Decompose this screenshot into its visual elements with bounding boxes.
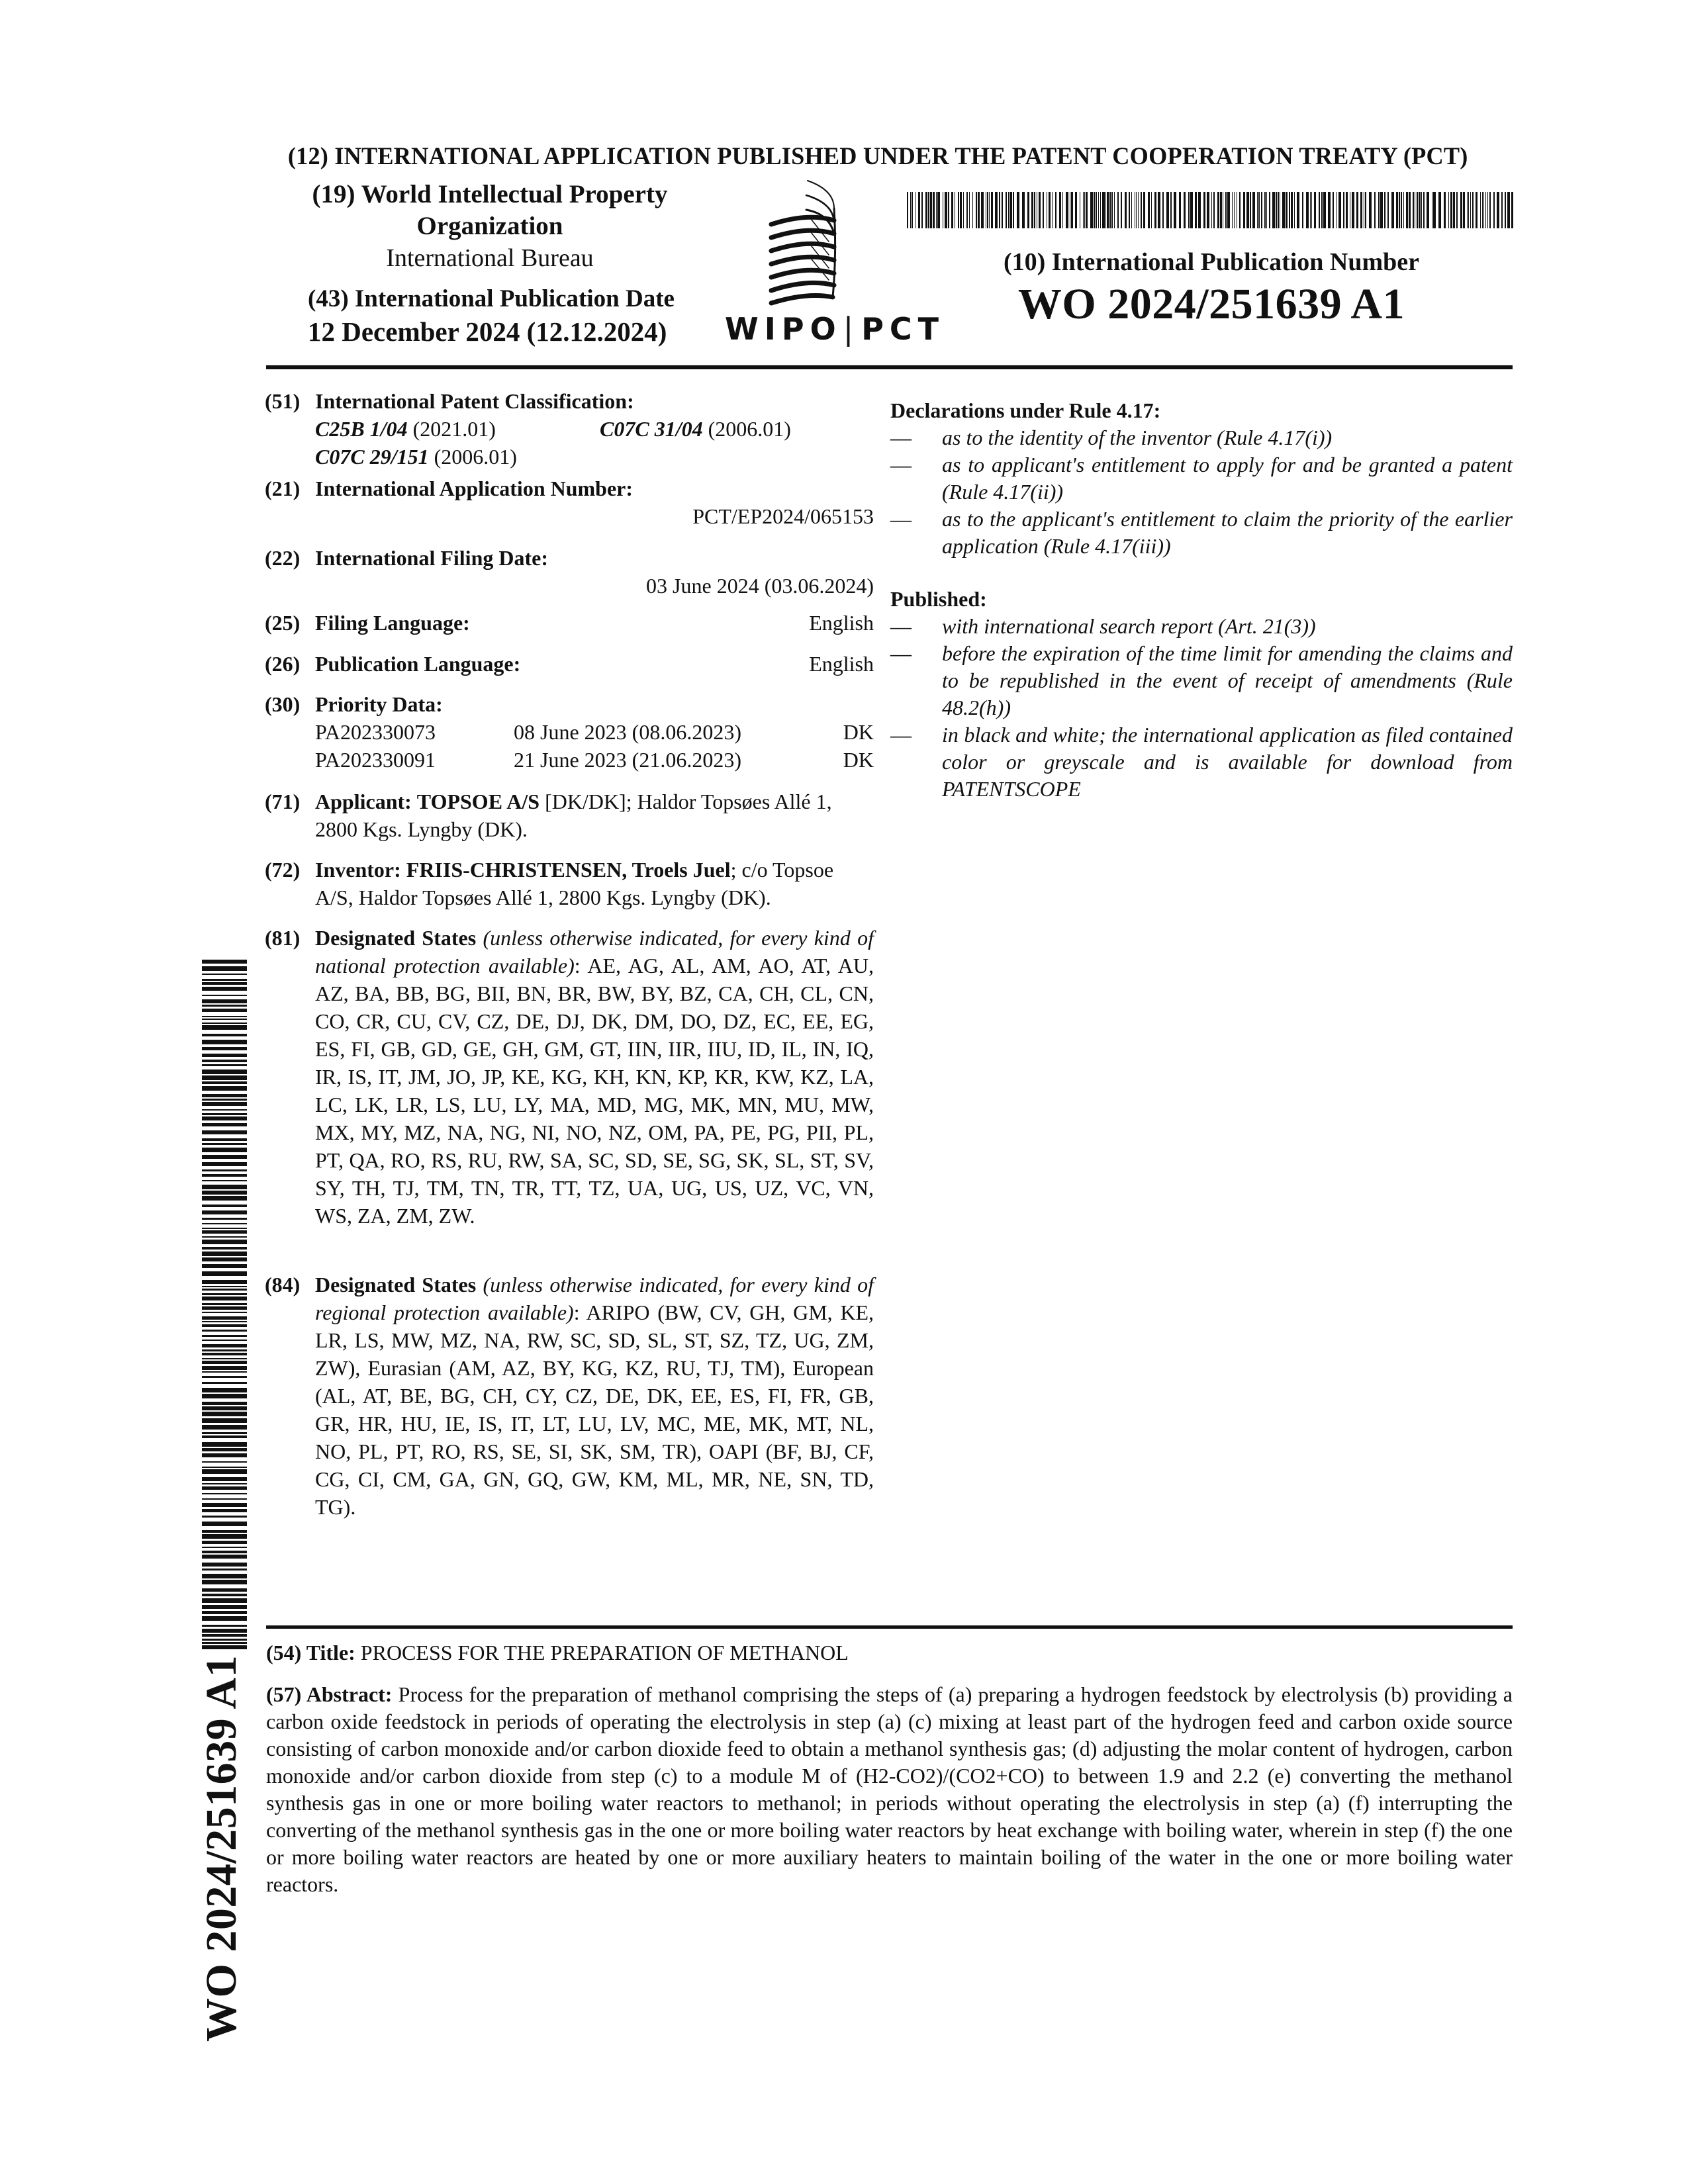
declarations-section	[890, 397, 1513, 560]
header-divider	[266, 365, 1513, 369]
ipc-code: C07C 31/04	[600, 417, 703, 441]
field-84-designated-states-regional	[265, 1271, 874, 1521]
field-30-priority-data	[265, 690, 874, 774]
field-51-classification	[265, 387, 874, 471]
abstract-divider	[266, 1625, 1513, 1629]
field-22-filing-date	[265, 544, 874, 600]
wordmark-wipo: WIPO	[725, 311, 842, 347]
office-block	[305, 179, 675, 274]
dash-bullet: —	[890, 507, 912, 531]
published-item: — before the expiration of the time limit for amending the claims and to be republished in the event of receipt of amendments (Rule 48.2(h))	[890, 641, 1513, 719]
vertical-publication-number: WO 2024/251639 A1	[197, 1655, 246, 2042]
published-heading: Published:	[890, 587, 987, 611]
filing-date: 03 June 2024 (03.06.2024)	[646, 574, 874, 598]
application-number: PCT/EP2024/065153	[692, 504, 874, 528]
publication-language: English	[809, 652, 874, 676]
published-item: — in black and white; the international application as filed contained color or greyscale and is available for download from PATENTSCOPE	[890, 723, 1513, 801]
field-label: Designated States	[315, 926, 477, 950]
field-label: International Patent Classification:	[315, 389, 634, 413]
priority-row	[315, 746, 874, 774]
title-label: (54) Title:	[266, 1641, 355, 1664]
field-number: (51)	[265, 389, 301, 413]
field-21-application-number	[265, 475, 874, 530]
office-name-line2: Organization	[416, 212, 563, 240]
declaration-item: — as to the identity of the inventor (Rule 4.17(i))	[890, 424, 1513, 451]
field-qualifier: (unless otherwise indicated, for every kind of regional protection available)	[315, 1273, 874, 1324]
publication-number-block	[907, 246, 1516, 331]
field-label: International Filing Date:	[315, 546, 548, 570]
ipc-version: (2021.01)	[412, 417, 496, 441]
abstract-label: (57) Abstract:	[266, 1682, 393, 1706]
priority-country: DK	[843, 748, 874, 772]
publication-number-label: (10) International Publication Number	[1003, 248, 1420, 276]
field-number: (21)	[265, 477, 301, 500]
field-qualifier: (unless otherwise indicated, for every kind of national protection available)	[315, 926, 874, 978]
field-number: (26)	[265, 652, 301, 676]
abstract	[266, 1681, 1513, 1898]
field-number: (22)	[265, 546, 301, 570]
dash-bullet: —	[890, 723, 912, 747]
priority-row	[315, 718, 874, 746]
field-label: Applicant:	[315, 790, 412, 813]
field-label: Designated States	[315, 1273, 477, 1297]
published-section	[890, 586, 1513, 803]
priority-country: DK	[843, 720, 874, 744]
field-71-applicant	[265, 788, 874, 843]
field-26-publication-language	[265, 650, 874, 678]
publication-date-label: (43) International Publication Date	[308, 285, 675, 312]
applicant-name: TOPSOE A/S	[416, 790, 540, 813]
declaration-item: — as to the applicant's entitlement to claim the priority of the earlier application (Rule 4.17(iii))	[890, 507, 1513, 558]
wordmark-pct: PCT	[861, 311, 945, 347]
dash-bullet: —	[890, 614, 912, 638]
published-item: — with international search report (Art. 21(3))	[890, 613, 1513, 640]
field-number: (71)	[265, 790, 301, 813]
field-label: Priority Data:	[315, 692, 443, 716]
inventor-name: FRIIS-CHRISTENSEN, Troels Juel	[406, 858, 731, 882]
declaration-item: — as to applicant's entitlement to apply for and be granted a patent (Rule 4.17(ii))	[890, 453, 1513, 504]
dash-bullet: —	[890, 453, 912, 477]
office-bureau: International Bureau	[386, 244, 594, 272]
field-25-filing-language	[265, 609, 874, 637]
ipc-version: (2006.01)	[434, 445, 517, 469]
publication-date-block	[308, 283, 705, 348]
publication-number-value: WO 2024/251639 A1	[1017, 280, 1405, 328]
office-name-line1: (19) World Intellectual Property	[312, 180, 668, 208]
priority-date: 21 June 2023 (21.06.2023)	[514, 748, 741, 772]
field-number: (81)	[265, 926, 301, 950]
priority-date: 08 June 2023 (08.06.2023)	[514, 720, 741, 744]
field-label: Inventor:	[315, 858, 401, 882]
priority-number: PA202330073	[315, 720, 436, 744]
dash-bullet: —	[890, 426, 912, 449]
publication-date-value: 12 December 2024 (12.12.2024)	[308, 316, 667, 347]
field-number: (72)	[265, 858, 301, 882]
ipc-code: C25B 1/04	[315, 417, 408, 441]
field-label: Publication Language:	[315, 652, 521, 676]
field-72-inventor	[265, 856, 874, 911]
vertical-barcode-icon	[202, 960, 247, 1651]
wipo-globe-logo-icon	[768, 175, 841, 308]
invention-title	[266, 1639, 849, 1666]
field-number: (25)	[265, 611, 301, 635]
priority-number: PA202330091	[315, 748, 436, 772]
inventor-address: ; c/o Topsoe A/S, Haldor Topsøes Allé 1, 2800 Kgs. Lyngby (DK).	[315, 858, 834, 909]
field-81-designated-states-national	[265, 924, 874, 1230]
declarations-heading: Declarations under Rule 4.17:	[890, 398, 1161, 422]
dash-bullet: —	[890, 641, 912, 665]
abstract-text: Process for the preparation of methanol comprising the steps of (a) preparing a hydrogen feedstock by electrolysis (b) providing a carbon oxide feedstock in periods of operating the electrolysis in step (a) (c) mixing at least part of the hydrogen feed and carbon oxide source consisting of carbon monoxide and/or carbon dioxide feed to obtain a methanol synthesis gas; (d) adjusting the molar content of hydrogen, carbon monoxide and/or carbon dioxide from step (c) to a module M of (H2-CO2)/(CO2+CO) to between 1.9 and 2.2 (e) converting the methanol synthesis gas in one or more boiling water reactors to methanol; in periods without operating the electrolysis in step (a) (f) interrupting the converting of the methanol synthesis gas in the one or more boiling water reactors by heat exchange with boiling water, wherein in step (f) the one or more boiling water reactors are heated by one or more auxiliary heaters to maintain boiling of the water in the one or more boiling water reactors.	[266, 1682, 1513, 1896]
ipc-code: C07C 29/151	[315, 445, 429, 469]
document-kind-heading: (12) INTERNATIONAL APPLICATION PUBLISHED UNDER THE PATENT COOPERATION TREATY (PCT)	[287, 143, 1468, 170]
field-label: International Application Number:	[315, 477, 633, 500]
field-number: (30)	[265, 692, 301, 716]
filing-language: English	[809, 611, 874, 635]
barcode-icon	[907, 192, 1516, 228]
field-label: Filing Language:	[315, 611, 470, 635]
wordmark-separator: |	[843, 311, 854, 347]
title-value: PROCESS FOR THE PREPARATION OF METHANOL	[355, 1641, 849, 1664]
national-states-list: : AE, AG, AL, AM, AO, AT, AU, AZ, BA, BB, BG, BII, BN, BR, BW, BY, BZ, CA, CH, CL, CN, CO, CR, CU, CV, CZ, DE, DJ, DK, DM, DO, DZ, EC, EE, EG, ES, FI, GB, GD, GE, GH, GM, GT, IIN, IIR, IIU, ID, IL, IN, IQ, IR, IS, IT, JM, JO, JP, KE, KG, KH, KN, KP, KR, KW, KZ, LA, LC, LK, LR, LS, LU, LY, MA, MD, MG, MK, MN, MU, MW, MX, MY, MZ, NA, NG, NI, NO, NZ, OM, PA, PE, PG, PII, PL, PT, QA, RO, RS, RU, RW, SA, SC, SD, SE, SG, SK, SL, ST, SV, SY, TH, TJ, TM, TN, TR, TT, TZ, UA, UG, US, UZ, VC, VN, WS, ZA, ZM, ZW.	[315, 954, 874, 1228]
regional-states-list: : ARIPO (BW, CV, GH, GM, KE, LR, LS, MW, MZ, NA, RW, SC, SD, SL, ST, SZ, TZ, UG, ZM, ZW), Eurasian (AM, AZ, BY, KG, KZ, RU, TJ, TM), European (AL, AT, BE, BG, CH, CY, CZ, DE, DK, EE, ES, FI, FR, GB, GR, HR, HU, IE, IS, IT, LT, LU, LV, MC, ME, MK, MT, NL, NO, PL, PT, RO, RS, SE, SI, SK, SM, TR), OAPI (BF, BJ, CF, CG, CI, CM, GA, GN, GQ, GW, KM, ML, MR, NE, SN, TD, TG).	[315, 1300, 874, 1519]
applicant-address: [DK/DK]; Haldor Topsøes Allé 1, 2800 Kgs. Lyngby (DK).	[315, 790, 832, 841]
field-number: (84)	[265, 1273, 301, 1297]
ipc-version: (2006.01)	[708, 417, 791, 441]
